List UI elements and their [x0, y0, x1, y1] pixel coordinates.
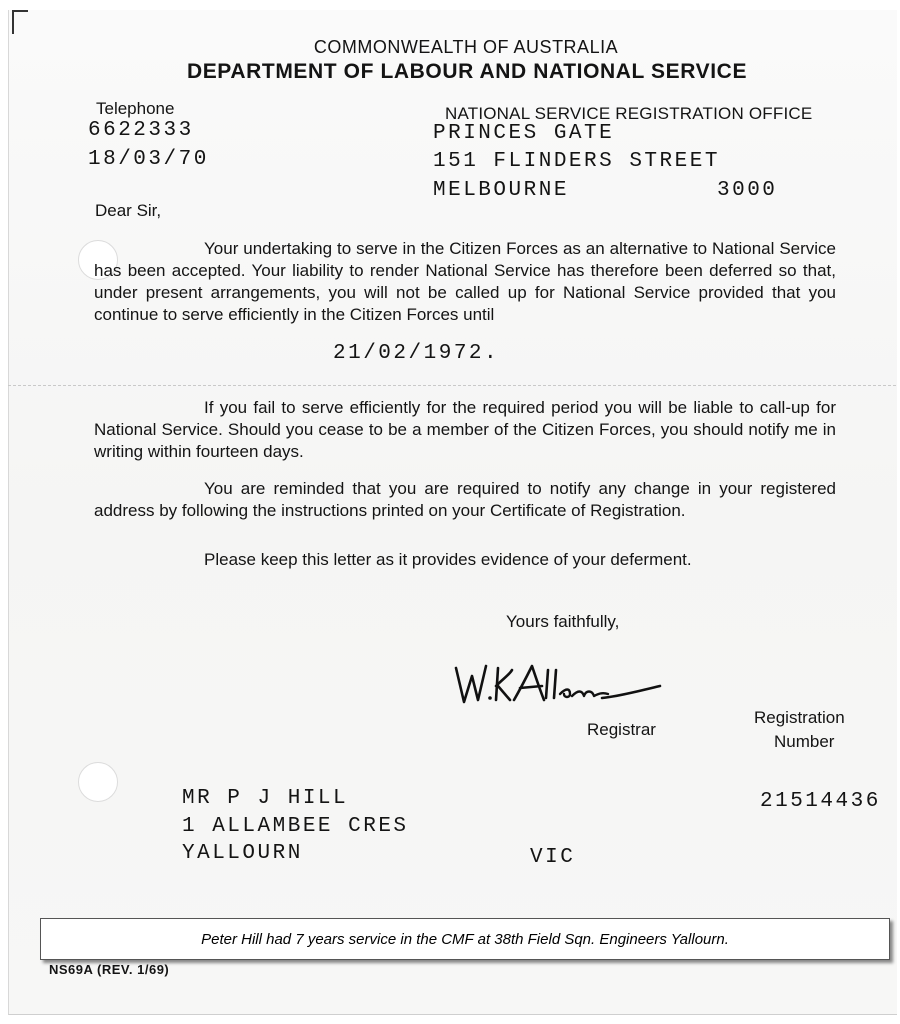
registration-label-line2: Number	[774, 732, 835, 751]
office-city: MELBOURNE	[433, 179, 569, 202]
paragraph-undertaking: Your undertaking to serve in the Citizen Forces as an alternative to National Service has been accepted. Your liability to render National Service has therefore been deferred so that, under present arrangements, you will not be called up for National Service provided that you continue to serve efficiently in the Citizen Forces until	[94, 239, 836, 324]
scan-corner-mark	[12, 10, 28, 34]
signature	[452, 660, 667, 710]
registration-number: 21514436	[760, 790, 881, 813]
punch-hole-bottom	[78, 762, 118, 802]
header-commonwealth: COMMONWEALTH OF AUSTRALIA	[313, 37, 619, 57]
recipient-state: VIC	[530, 846, 576, 869]
registration-label-line1: Registration	[754, 708, 845, 727]
deferral-date: 21/02/1972.	[333, 342, 500, 365]
signatory-title: Registrar	[587, 720, 656, 739]
telephone-number: 6622333	[88, 119, 194, 142]
paragraph-fail-to-serve: If you fail to serve efficiently for the required period you will be liable to call-up for National Service. Should you cease to be a member of the Citizen Forces, you should notify me in writing within fourteen days.	[94, 398, 836, 461]
caption-box	[40, 918, 890, 960]
letter-date: 18/03/70	[88, 148, 209, 171]
form-code: NS69A (REV. 1/69)	[49, 962, 170, 977]
telephone-label: Telephone	[96, 99, 175, 118]
recipient-street: 1 ALLAMBEE CRES	[182, 815, 409, 838]
recipient-town: YALLOURN	[182, 842, 303, 865]
office-postcode: 3000	[717, 179, 778, 202]
recipient-name: MR P J HILL	[182, 787, 349, 810]
salutation: Dear Sir,	[95, 201, 162, 220]
office-address-line1: PRINCES GATE	[433, 122, 615, 145]
paragraph-change-address: You are reminded that you are required to notify any change in your registered address by following the instructions printed on your Certificate of Registration.	[94, 479, 836, 520]
closing: Yours faithfully,	[506, 612, 620, 631]
caption-text: Peter Hill had 7 years service in the CMF at 38th Field Sqn. Engineers Yallourn.	[201, 930, 729, 948]
office-title: NATIONAL SERVICE REGISTRATION OFFICE	[445, 104, 813, 123]
office-address-line2: 151 FLINDERS STREET	[433, 150, 720, 173]
paragraph-keep-letter: Please keep this letter as it provides evidence of your deferment.	[204, 550, 692, 569]
header-department: DEPARTMENT OF LABOUR AND NATIONAL SERVICE	[186, 60, 748, 83]
fold-line	[8, 385, 896, 386]
